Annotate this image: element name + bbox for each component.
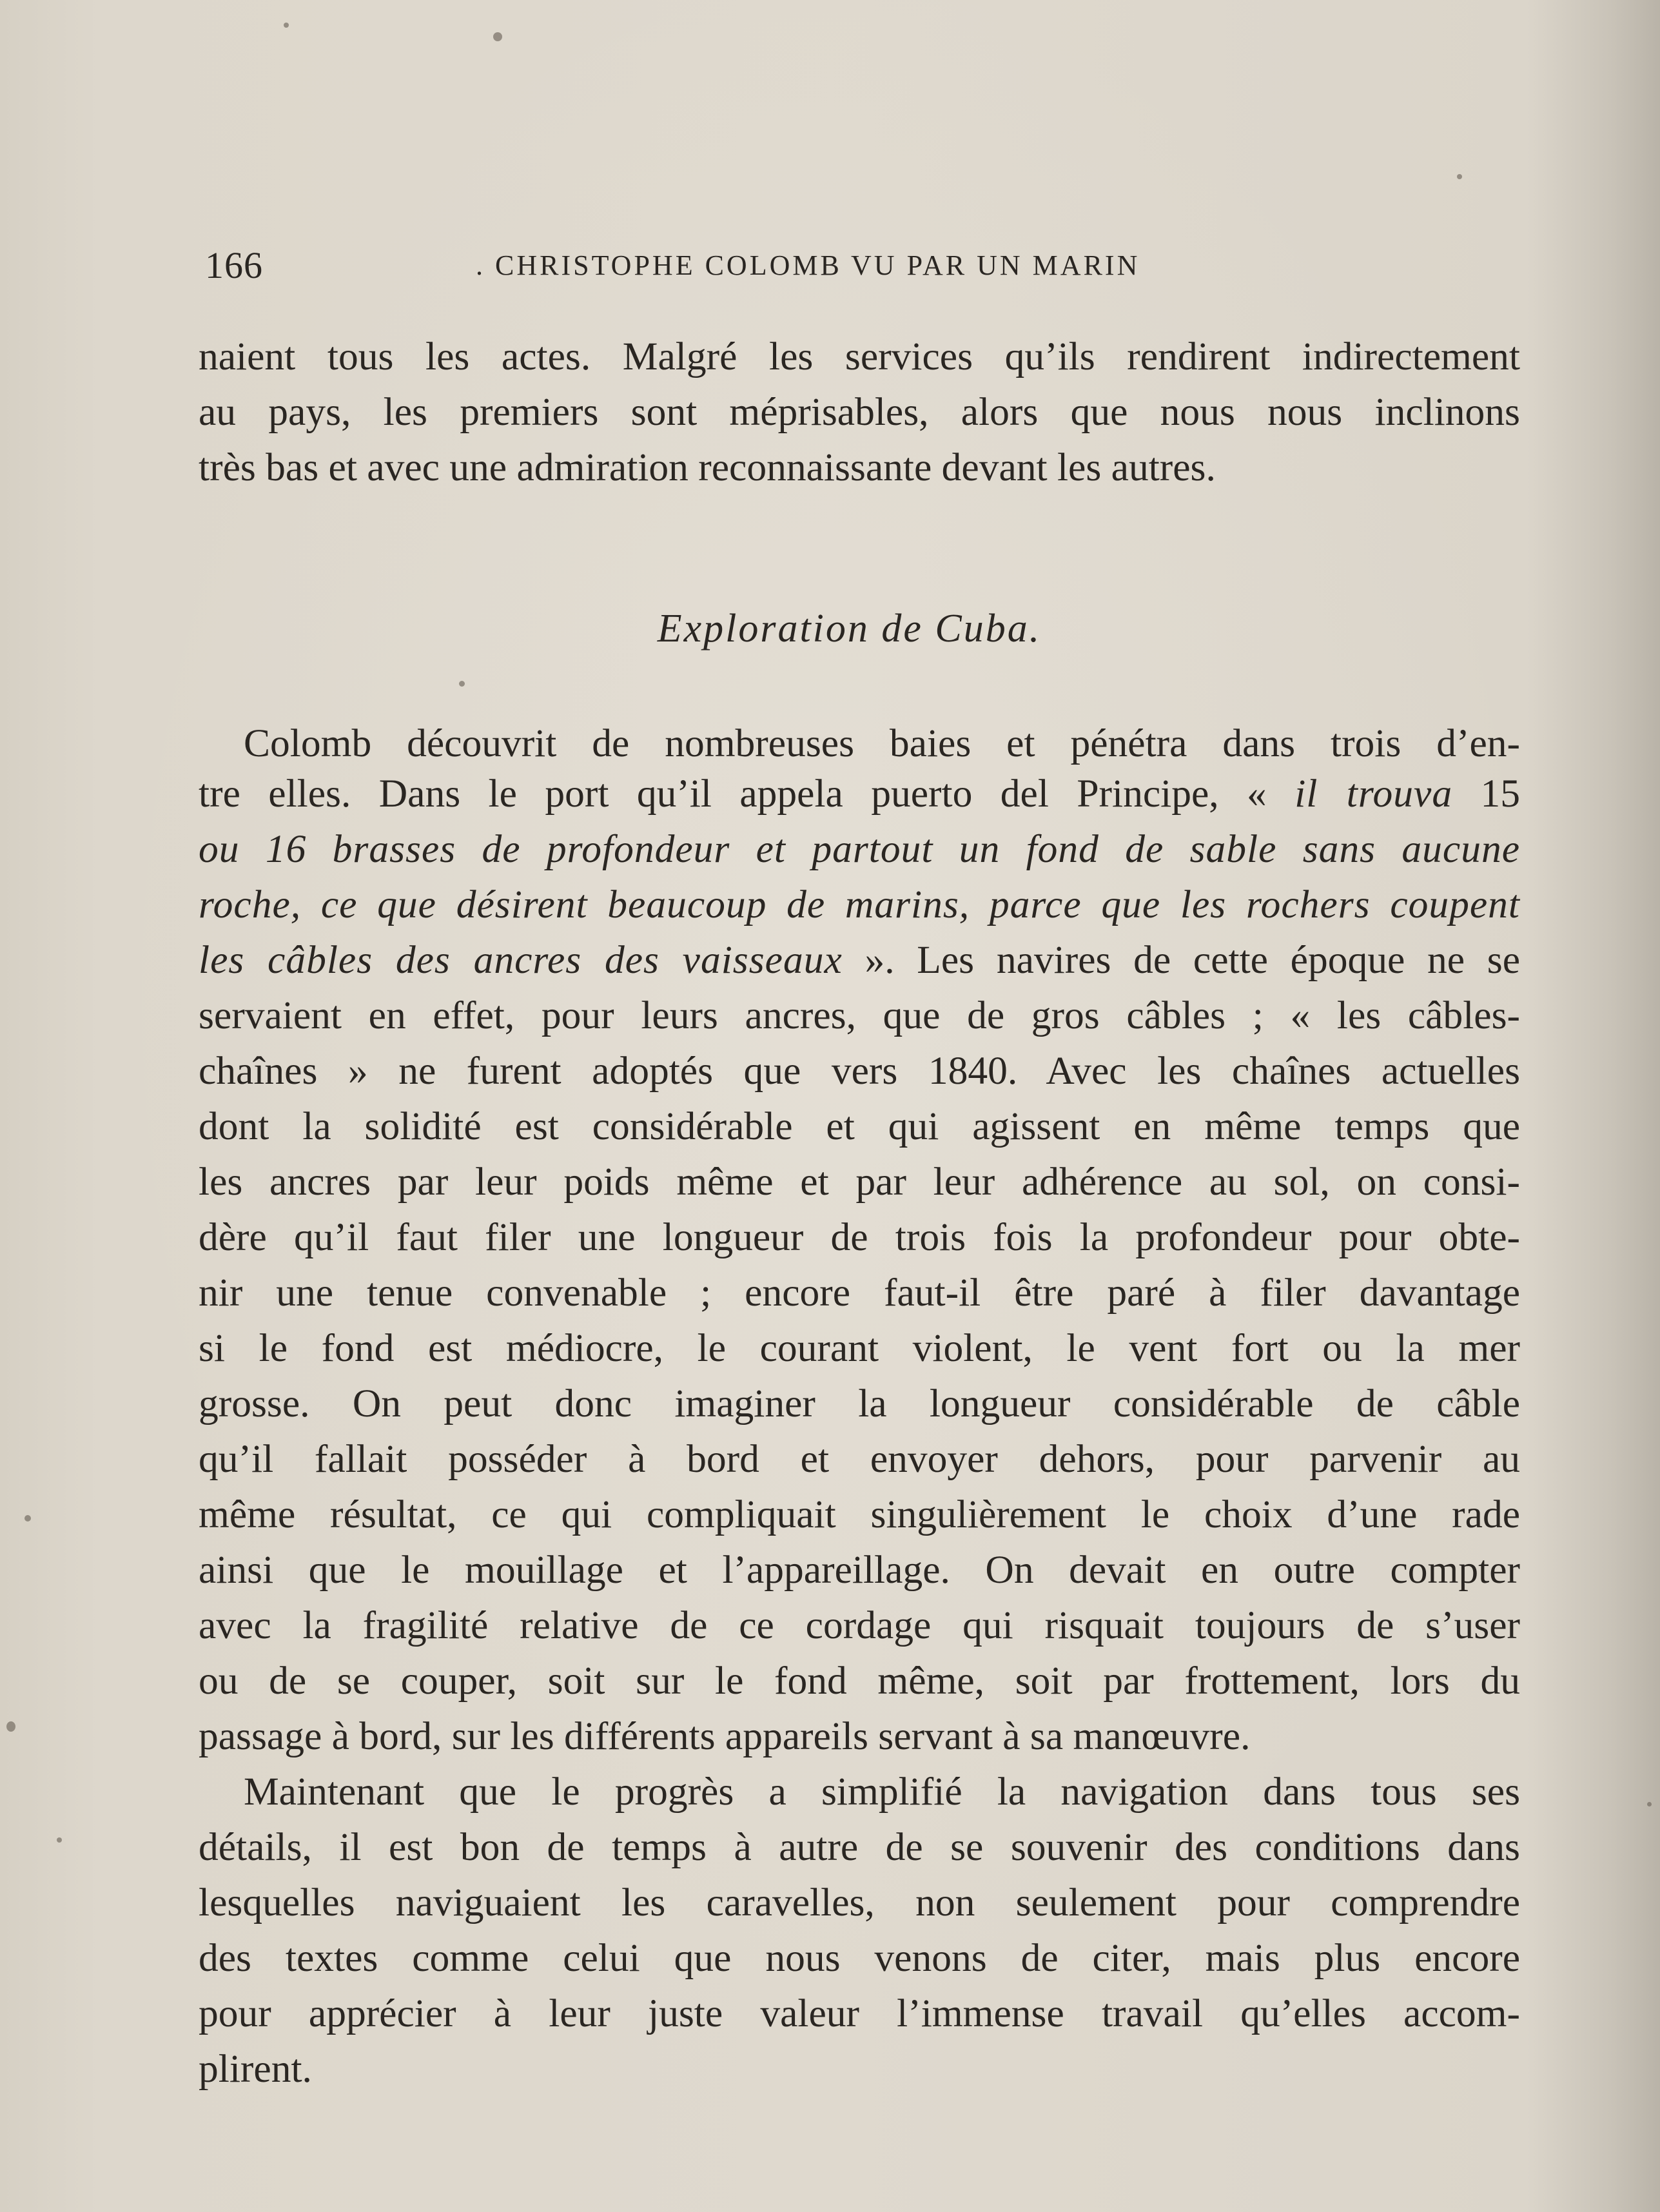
text-line: des textes comme celui que nous venons de citer, mais plus encore: [199, 1936, 1520, 1980]
paper-speck: [57, 1837, 62, 1843]
text-line: ou de se couper, soit sur le fond même, soit par frottement, lors du: [199, 1659, 1520, 1703]
text-line: naient tous les actes. Malgré les services qu’ils rendirent indirectement: [199, 335, 1520, 378]
text-line: Colomb découvrit de nombreuses baies et pénétra dans trois d’en-: [244, 721, 1520, 765]
opening-paragraph: [199, 329, 1520, 495]
text-line: avec la fragilité relative de ce cordage qui risquait toujours de s’user: [199, 1603, 1520, 1647]
text-line: servaient en effet, pour leurs ancres, que de gros câbles ; « les câbles-: [199, 993, 1520, 1037]
text-line: qu’il fallait posséder à bord et envoyer dehors, pour parvenir au: [199, 1437, 1520, 1481]
quotation-italic: les câbles des ancres des vaisseaux: [199, 938, 843, 982]
paragraph-anchors: [199, 716, 1520, 1769]
paper-speck: [1647, 1802, 1652, 1806]
text-line: détails, il est bon de temps à autre de se souvenir des conditions dans: [199, 1825, 1520, 1869]
text-line: dère qu’il faut filer une longueur de trois fois la profondeur pour obte-: [199, 1215, 1520, 1259]
text-run: 15: [1452, 772, 1521, 816]
text-line: plirent.: [199, 2047, 312, 2091]
text-line: Maintenant que le progrès a simplifié la navigation dans tous ses: [244, 1770, 1520, 1814]
text-run: tre elles. Dans le port qu’il appela puerto del Principe, «: [199, 772, 1295, 816]
text-line: au pays, les premiers sont méprisables, alors que nous nous inclinons: [199, 390, 1520, 434]
paper-speck: [459, 681, 465, 687]
text-line: nir une tenue convenable ; encore faut-il être paré à filer davantage: [199, 1271, 1520, 1315]
text-line: même résultat, ce qui compliquait singulièrement le choix d’une rade: [199, 1493, 1520, 1536]
section-body: [199, 716, 1520, 2102]
section-heading-text: Exploration de Cuba.: [657, 607, 1042, 651]
text-line: ainsi que le mouillage et l’appareillage. On devait en outre compter: [199, 1548, 1520, 1592]
paper-speck: [24, 1515, 31, 1522]
text-line: chaînes » ne furent adoptés que vers 1840. Avec les chaînes actuelles: [199, 1049, 1520, 1093]
text-line: grosse. On peut donc imaginer la longueur considérable de câble: [199, 1382, 1520, 1425]
paper-speck: [1457, 174, 1462, 179]
text-line: [199, 937, 1520, 993]
text-run: ». Les navires de cette époque ne se: [842, 938, 1520, 982]
text-line: dont la solidité est considérable et qui agissent en même temps que: [199, 1104, 1520, 1148]
text-line: pour apprécier à leur juste valeur l’immense travail qu’elles accom-: [199, 1992, 1520, 2035]
section-heading: [0, 606, 1660, 652]
text-line: si le fond est médiocre, le courant violent, le vent fort ou la mer: [199, 1326, 1520, 1370]
page-number: 166: [205, 244, 263, 286]
paper-speck: [493, 32, 502, 41]
text-line: très bas et avec une admiration reconnaissante devant les autres.: [199, 445, 1216, 489]
paper-speck: [284, 23, 289, 28]
text-line: passage à bord, sur les différents appareils servant à sa manœuvre.: [199, 1714, 1251, 1758]
running-title: . CHRISTOPHE COLOMB VU PAR UN MARIN: [476, 250, 1140, 281]
quotation-italic: il trouva: [1294, 772, 1453, 816]
text-line: lesquelles naviguaient les caravelles, non seulement pour comprendre: [199, 1881, 1520, 1924]
quotation-line: roche, ce que désirent beaucoup de marins, parce que les rochers coupent: [199, 883, 1520, 926]
text-line: [199, 771, 1520, 827]
paper-speck: [6, 1721, 15, 1732]
quotation-line: ou 16 brasses de profondeur et partout un fond de sable sans aucune: [199, 827, 1520, 871]
page-header: [205, 244, 1262, 289]
text-line: les ancres par leur poids même et par leur adhérence au sol, on consi-: [199, 1160, 1520, 1204]
paragraph-2: [199, 1769, 1520, 2102]
